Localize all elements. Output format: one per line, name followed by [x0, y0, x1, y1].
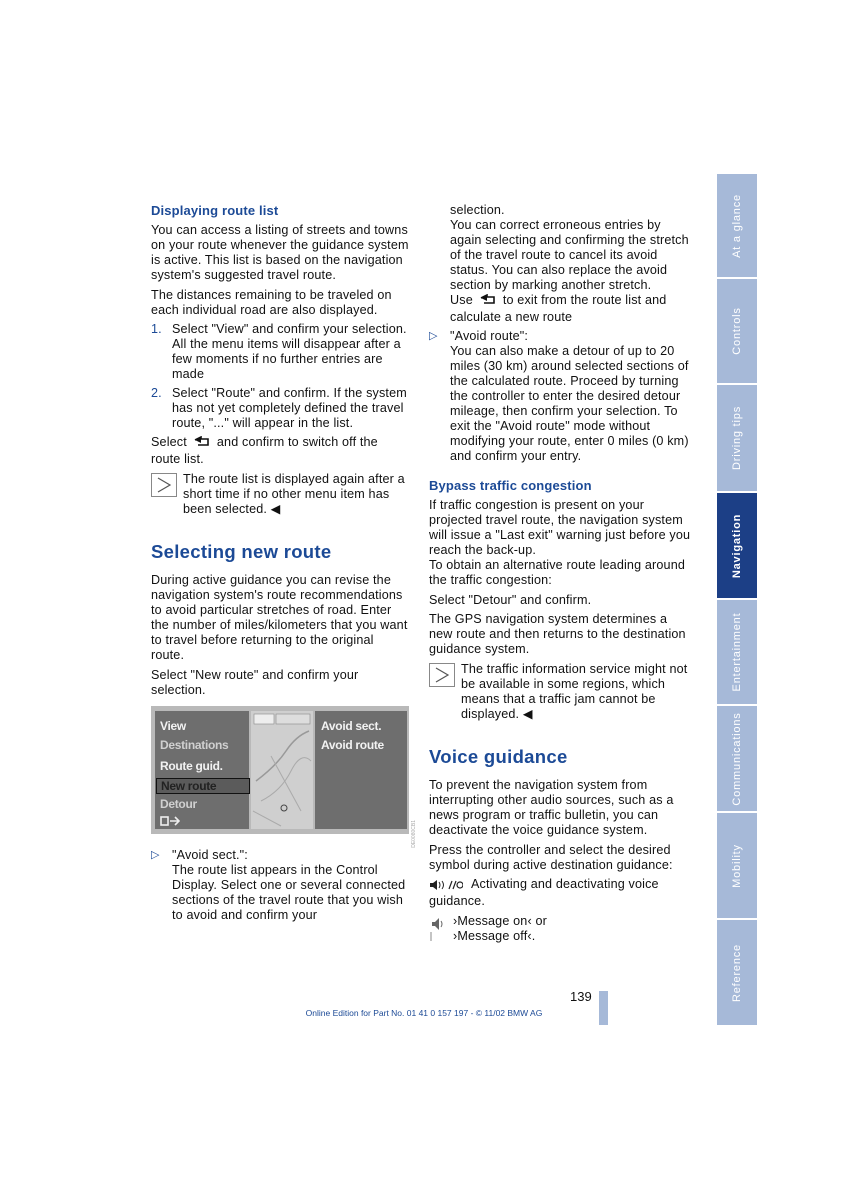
route-symbol-icon: [160, 815, 180, 830]
paragraph: [151, 435, 409, 467]
paragraph: You can correct erroneous entries by again selecting and confirming the stretch of the travel route to cancel its avoid status. You can also replace the avoid section by marking another stretch.: [450, 218, 689, 292]
heading-voice: Voice guidance: [429, 746, 568, 767]
paragraph: The distances remaining to be traveled on each individual road are also displayed.: [151, 287, 392, 317]
menu-item-avoid-route: Avoid route: [321, 737, 384, 752]
figure-code: DE0080CB1: [411, 820, 417, 848]
avoid-route-list: [429, 329, 691, 464]
menu-panel: [155, 711, 249, 829]
message-on: ›Message on‹ or: [453, 913, 547, 928]
message-options: [429, 914, 691, 946]
step-number: 1.: [151, 322, 162, 336]
note: [429, 662, 691, 722]
bullet-triangle-icon: ▷: [151, 848, 160, 861]
heading-route-list: Displaying route list: [151, 203, 279, 218]
map-view: [251, 711, 313, 829]
tab-driving-tips[interactable]: Driving tips: [717, 385, 757, 491]
avoid-sect-list: [151, 848, 409, 923]
tab-controls[interactable]: Controls: [717, 279, 757, 383]
use-text: to exit from the route list and calculate a new route: [450, 293, 667, 324]
paragraph: To prevent the navigation system from interrupting other audio sources, such as a news program or traffic bulletin, you can deactivate the voice guidance system.: [429, 778, 674, 837]
paragraph: If traffic congestion is present on your projected travel route, the navigation system will issue a "Last exit" warning just before you reach the back-up.: [429, 498, 691, 557]
paragraph: You can access a listing of streets and towns on your route whenever the guidance system is active. This list is based on the navigation system's suggested travel route.: [151, 223, 409, 282]
item-text: You can also make a detour of up to 20 miles (30 km) around selected sections of the calculated route. Proceed by turning the controller to enter the desired detour mileage, then confirm your selection. To exit the "Avoid route" mode without modifying your route, enter 0 miles (0 km) and confirm your entry.: [450, 344, 689, 463]
return-arrow-icon: [193, 436, 211, 452]
left-column: [151, 203, 409, 927]
paragraph: selection.: [450, 203, 505, 217]
speaker-icon: [429, 914, 453, 946]
menu-item-detour: Detour: [160, 796, 197, 811]
list-item: [151, 386, 409, 431]
tab-entertainment[interactable]: Entertainment: [717, 600, 757, 704]
step-text: Select "View" and confirm your selection. All the menu items will disappear after a few moments if no further entries are made: [172, 322, 407, 381]
voice-text: Activating and deactivating voice guidance.: [429, 877, 659, 908]
menu-item-route-guid: Route guid.: [160, 758, 223, 773]
tab-navigation[interactable]: Navigation: [717, 493, 757, 598]
paragraph: Select "Detour" and confirm.: [429, 592, 592, 607]
paragraph: Press the controller and select the desired symbol during active destination guidance:: [429, 842, 673, 872]
note-arrow-icon: [429, 663, 455, 687]
tab-mobility[interactable]: Mobility: [717, 813, 757, 918]
list-item: [429, 329, 691, 464]
paragraph: To obtain an alternative route leading around the traffic congestion:: [429, 558, 686, 587]
heading-bypass: Bypass traffic congestion: [429, 478, 592, 493]
footer: Online Edition for Part No. 01 41 0 157 197 - © 11/02 BMW AG: [305, 1008, 543, 1018]
paragraph: [429, 877, 691, 909]
paragraph: [450, 293, 691, 325]
page-number: 139: [570, 989, 592, 1004]
note: [151, 472, 409, 517]
tab-at-a-glance[interactable]: At a glance: [717, 174, 757, 277]
message-off: ›Message off‹.: [453, 928, 536, 943]
tab-reference[interactable]: Reference: [717, 920, 757, 1025]
message-list: [453, 914, 547, 944]
list-item: [151, 322, 409, 382]
step-text: Select "Route" and confirm. If the system has not yet completely defined the travel route, "..." will appear in the list.: [172, 386, 407, 430]
paragraph: The GPS navigation system determines a new route and then returns to the destination guidance system.: [429, 612, 686, 656]
control-display-screenshot: [151, 706, 409, 834]
end-mark-icon: ◀: [267, 501, 281, 516]
note-text: The route list is displayed again after a short time if no other menu item has been selected.: [183, 471, 405, 516]
bullet-triangle-icon: ▷: [429, 330, 438, 342]
submenu-panel: [315, 711, 407, 829]
item-title: "Avoid sect.":: [172, 847, 248, 862]
paragraph: During active guidance you can revise the navigation system's route recommendations to avoid particular stretches of road. Enter the number of miles/kilometers that you want to travel before returning to the original route.: [151, 573, 408, 662]
paragraph: Select "New route" and confirm your selection.: [151, 667, 359, 697]
select-text: and confirm to switch off the route list.: [151, 435, 378, 466]
end-mark-icon: ◀: [519, 706, 533, 721]
use-text: Use: [450, 293, 473, 307]
voice-toggle-icon: [429, 879, 463, 894]
return-arrow-icon: [479, 294, 497, 310]
menu-item-view: View: [160, 718, 186, 733]
menu-item-avoid-sect: Avoid sect.: [321, 718, 382, 733]
step-number: 2.: [151, 386, 162, 400]
note-text: The traffic information service might not be available in some regions, which means that a traffic jam cannot be displayed.: [461, 661, 688, 721]
continued-text: [429, 203, 691, 325]
tab-communications[interactable]: Communications: [717, 706, 757, 811]
right-column: [429, 203, 691, 946]
steps-list: [151, 322, 409, 431]
menu-item-new-route: New route: [156, 778, 250, 794]
item-title: "Avoid route":: [450, 329, 529, 343]
note-arrow-icon: [151, 473, 177, 497]
select-text: Select: [151, 435, 187, 449]
item-text: The route list appears in the Control Display. Select one or several connected sections of the travel route that you wish to avoid and confirm your: [172, 862, 406, 922]
menu-item-destinations: Destinations: [160, 737, 229, 752]
list-item: [151, 848, 409, 923]
heading-new-route: Selecting new route: [151, 541, 332, 562]
